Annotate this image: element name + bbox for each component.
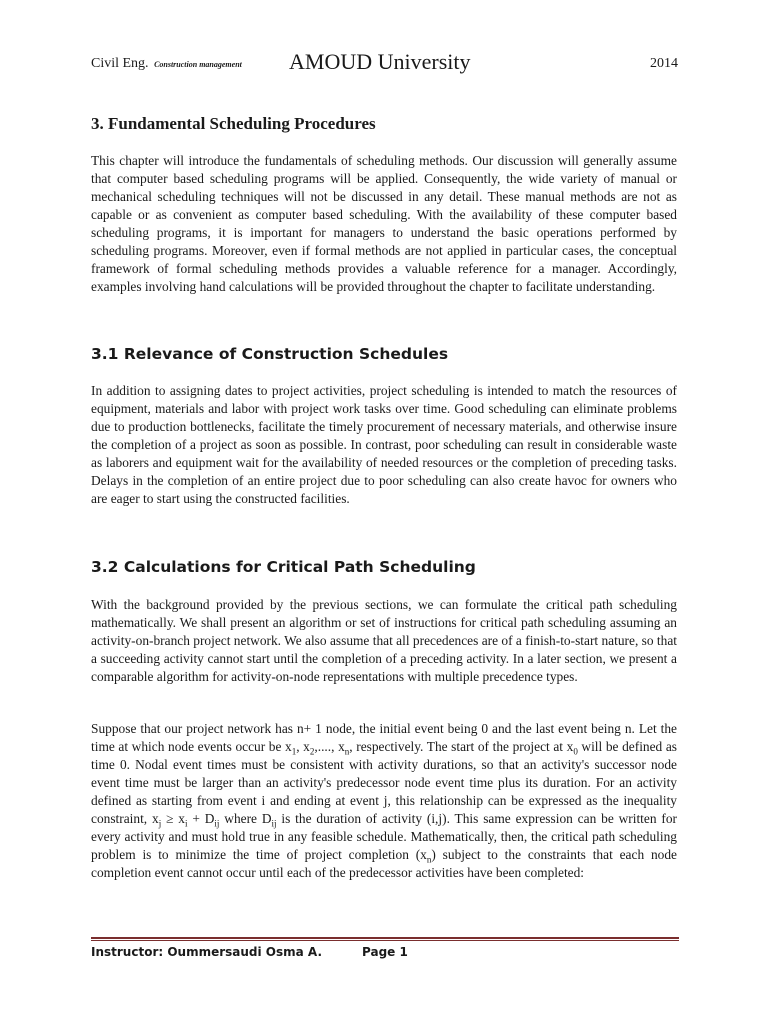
p2-sub-3: n <box>344 746 350 757</box>
p2-text-10: ) subject to the constraints that each node completion event cannot occur until each of the predecessor activities have been completed: <box>91 847 677 880</box>
p2-text-7: + D <box>187 811 215 826</box>
section-3-title: 3. Fundamental Scheduling Procedures <box>91 114 376 133</box>
p2-text-5: will be defined as time 0. Nodal event times must be consistent with activity durations, so that an activity's successor node event time must be larger than an activity's predecessor node event time plus its duration. For an activity defined as starting from event i and ending at event j, this relationship can be expressed as the inequality constraint, x <box>91 739 678 826</box>
section-3-paragraph: This chapter will introduce the fundamentals of scheduling methods. Our discussion will generally assume that computer based scheduling programs will be applied. Consequently, the wide variety of manual or mechanical scheduling techniques will not be discussed in any detail. These manual methods are not as capable or as convenient as computer based scheduling. With the availability of these computer based scheduling programs, it is important for managers to understand the basic operations performed by scheduling programs. Moreover, even if formal methods are not applied in particular cases, the conceptual framework of formal scheduling methods provides a valuable reference for a manager. Accordingly, examples involving hand calculations will be provided throughout the chapter to facilitate understanding. <box>91 153 677 294</box>
section-3-1-paragraph: In addition to assigning dates to project activities, project scheduling is intended to match the resources of equipment, materials and labor with project work tasks over time. Good scheduling can eliminate problems due to production bottlenecks, facilitate the timely procurement of necessary materials, and otherwise insure the completion of a project as soon as possible. In contrast, poor scheduling can result in considerable waste as laborers and equipment wait for the availability of needed resources or the completion of preceding tasks. Delays in the completion of an entire project due to poor scheduling can also create havoc for owners who are eager to start using the constructed facilities. <box>91 383 677 506</box>
footer-page-number: Page 1 <box>362 945 408 959</box>
section-3-2-paragraph-2 <box>91 720 677 882</box>
section-3-2-title: 3.2 Calculations for Critical Path Scheduling <box>91 558 476 576</box>
header-course: Construction management <box>154 60 242 69</box>
p2-text-8: where D <box>219 811 272 826</box>
footer-rule-thick <box>91 937 679 939</box>
header-university: AMOUD University <box>289 49 471 74</box>
p2-sub-8: ij <box>271 818 277 829</box>
header-year: 2014 <box>650 56 678 71</box>
p2-sub-7: ij <box>214 818 220 829</box>
p2-sub-1: 1 <box>291 746 297 757</box>
section-3-1-title: 3.1 Relevance of Construction Schedules <box>91 345 449 363</box>
p2-text-3: ,...., x <box>314 739 345 754</box>
section-3-2-paragraph-1: With the background provided by the previous sections, we can formulate the critical path scheduling mathematically. We shall present an algorithm or set of instructions for critical path scheduling assuming an activity-on-branch project network. We also assume that all precedences are of a finish-to-start nature, so that a succeeding activity cannot start until the completion of a preceding activity. In a later section, we present a comparable algorithm for activity-on-node representations with multiple precedence types. <box>91 597 677 684</box>
p2-sub-6: i <box>184 818 188 829</box>
footer-rule-thin <box>91 940 679 941</box>
p2-text-1: Suppose that our project network has n+ 1 node, the initial event being 0 and the last event being n. Let the time at which node events occur be x <box>91 721 677 754</box>
p2-text-2: , x <box>296 739 310 754</box>
p2-text-9: is the duration of activity (i,j). This same expression can be written for every activity and must hold true in any feasible schedule. Mathematically, then, the critical path scheduling problem is to minimize the time of project completion (x <box>91 811 678 862</box>
header-dept-text: Civil Eng. <box>91 56 149 71</box>
header-department <box>91 56 242 72</box>
p2-text-4: , respectively. The start of the project at x <box>349 739 574 754</box>
p2-sub-5: j <box>158 818 162 829</box>
p2-sub-4: 0 <box>573 746 578 757</box>
p2-text-6: ≥ x <box>161 811 185 826</box>
p2-sub-2: 2 <box>309 746 315 757</box>
footer-instructor: Instructor: Oummersaudi Osma A. <box>91 945 322 959</box>
p2-sub-9: n <box>426 854 432 865</box>
